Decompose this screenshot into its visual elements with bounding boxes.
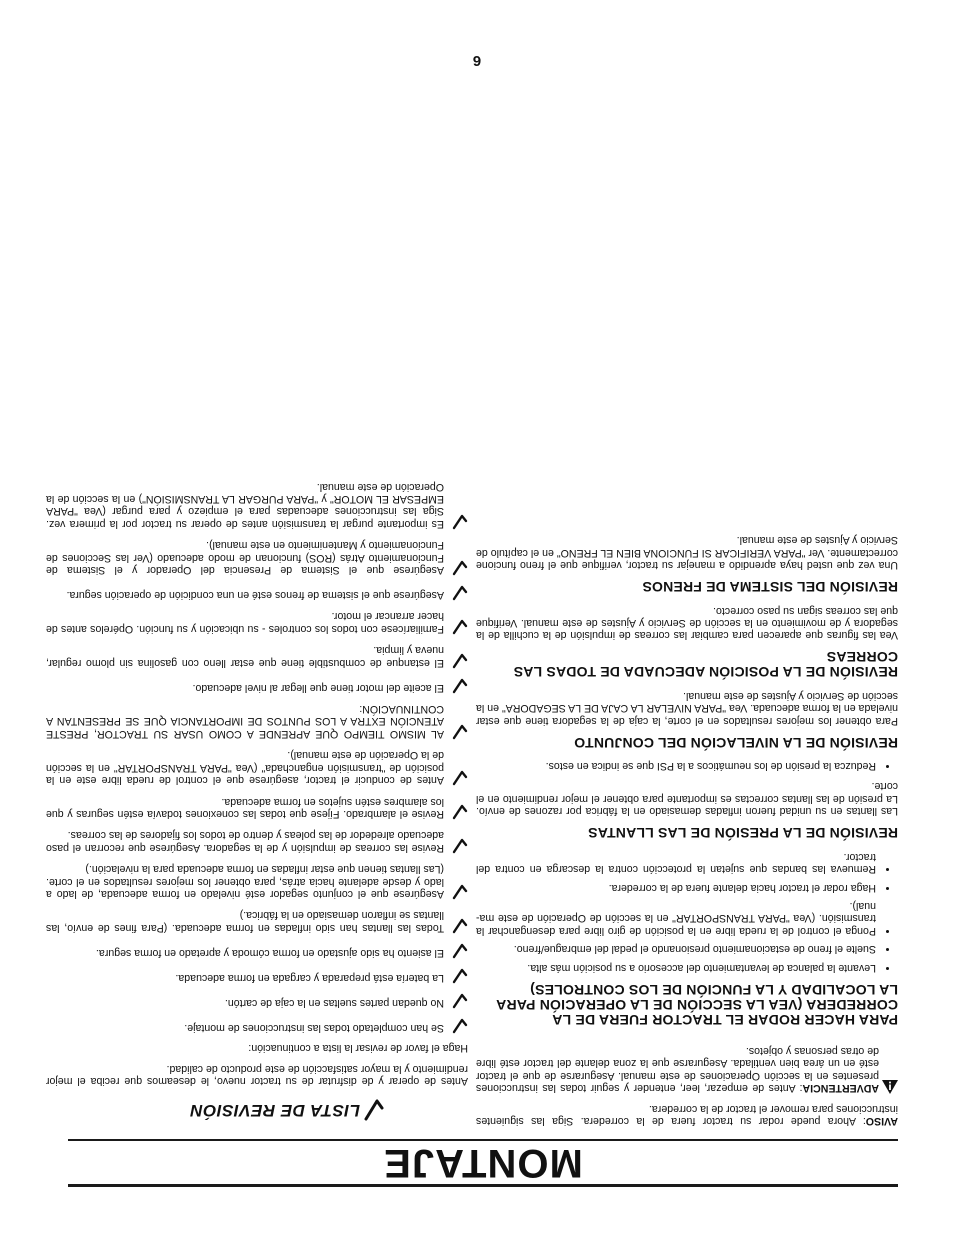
check-mark-icon xyxy=(452,653,468,669)
checklist-item-text: Revise el alambrado. Fíjese que todas las conexiones todavía estén seguras y que los alambres estén sujetos en forma adecuada. xyxy=(46,795,444,820)
checklist-item xyxy=(46,539,468,576)
check-mark-icon xyxy=(452,724,468,740)
checklist-item-text: Familiarícese con todos los controles - su ubicación y su función. Opérelos antes de hacer arrancar el motor. xyxy=(46,610,444,635)
list-item: • Levante la palanca de levantamiento del accesorio a su posición más alta. xyxy=(476,961,876,973)
checklist xyxy=(46,480,468,1034)
page-title: MONTAJE xyxy=(383,1141,583,1185)
page-number: 6 xyxy=(472,52,482,69)
right-column xyxy=(46,471,468,1127)
checklist-item-text: Revise las correas de impulsión y de la segadora. Asegúrese que recorran el paso adecuado alrededor de las poleas y dentro de todos los fijadores de las correas. xyxy=(46,829,444,854)
checklist-item xyxy=(46,480,468,530)
check-mark-icon xyxy=(364,1099,384,1121)
checklist-item xyxy=(46,1018,468,1034)
checklist-item xyxy=(46,968,468,984)
checklist-item-text: Es importante purgar la transmisión antes de operar su tractor por la primera vez. Siga las instrucciones adecuadas para el empiezo y para purgar (Vea "PARA EMPESAR EL MOTOR" y "PARA PURGAR LA TRANSMISIÓN") en la sección de la Operación de este manual. xyxy=(46,480,444,530)
list-item: • Suelte el freno de estacionamiento presionando el pedal del embrague/freno. xyxy=(476,943,876,955)
tire-list xyxy=(476,760,898,772)
check-mark-icon xyxy=(452,560,468,576)
checklist-item xyxy=(46,943,468,959)
belt-paragraph: Vea las figuras que aparecen para cambiar las correas de impulsión de la cuchilla de la segadora y de movimiento en la sección de Servicio y Ajustes de este manual. Verifique que las correas sigan su paso correcto. xyxy=(476,604,898,642)
intro-paragraph-2: Haga el favor de revisar la lista a continuación: xyxy=(248,1042,468,1055)
check-mark-icon xyxy=(452,619,468,635)
list-item: • Remueva las bandas que sujetan la protección contra la descarga en contra del tractor. xyxy=(476,850,876,875)
checklist-item-text: El asiento ha sido ajustado en forma cómoda y apretado en forma segura. xyxy=(95,946,444,959)
checklist-title xyxy=(46,1099,384,1121)
left-column xyxy=(476,526,898,1127)
checklist-item xyxy=(46,749,468,786)
belt-heading: REVISIÓN DE LA POSICIÓN ADECUADA DE TODAS LAS CORREAS xyxy=(513,649,898,681)
checklist-item xyxy=(46,863,468,900)
checklist-title-text: LISTA DE REVISIÓN xyxy=(189,1101,360,1121)
brake-heading: REVISIÓN DEL SISTEMA DE FRENOS xyxy=(642,579,898,596)
checklist-item xyxy=(46,829,468,854)
check-mark-icon xyxy=(452,884,468,900)
checklist-item xyxy=(46,678,468,694)
checklist-item-text: Asegúrese que el conjunto segador esté nivelado en forma adecuada, de lado a lado y desde adelante hacia atrás, para obtener los mejores resultados en el corte. (Las llantas tienen que estar infladas en forma adecuada para la nivelación.) xyxy=(46,863,444,900)
warning-paragraph xyxy=(476,1045,879,1095)
checklist-item xyxy=(46,993,468,1009)
checklist-item-text: No quedan partes sueltas en la caja de cartón. xyxy=(224,996,444,1009)
checklist-item xyxy=(46,610,468,635)
list-item: • Haga rodar el tractor hacia delante fuera de la corredera. xyxy=(476,881,876,893)
warning-triangle-icon xyxy=(882,1080,898,1094)
checklist-item-text: La batería está preparada y cargada en forma adecuada. xyxy=(175,971,444,984)
intro-paragraph: Antes de operar y de disfrutar de su tractor nuevo, le deseamos que reciba el mejor rendimiento y la mayor satisfacción de este producto de calidad. xyxy=(46,1062,468,1087)
aviso-paragraph xyxy=(476,1102,898,1127)
checklist-item-text: El aceite del motor tiene que llegar al nivel adecuado. xyxy=(192,681,444,694)
roll-steps-list xyxy=(476,850,898,973)
check-mark-icon xyxy=(452,838,468,854)
tire-heading: REVISIÓN DE LA PRESIÓN DE LAS LLANTAS xyxy=(588,825,898,842)
checklist-item-text: Antes de conducir el tractor, asegúrese que el control de rueda libre este en la posición de "transmisión enganchada" (Vea "PARA TRANSPORTAR" en la sección de la Operación de este manual). xyxy=(46,749,444,787)
checklist-item-text: Asegúrese que el sistema de frenos esté en una condición de operación segura. xyxy=(66,589,444,602)
check-mark-icon xyxy=(452,585,468,601)
tire-paragraph: Las llantas en su unidad fueron infladas demasiado en la fábrica por razones de envío. La presión de las llantas correctas es importante para obtener el mejor rendimiento en el corte. xyxy=(476,780,898,818)
check-mark-icon xyxy=(452,804,468,820)
warning-text: : Antes de empezar, leer, entender y seguir todas las instrucciones presentes en la sección Operaciones de este manual. Asegurarse de que el tractor esté en un área bien ventilada. Asegurarse que la zona delante del tractor esté libre de otras personas y objetos. xyxy=(476,1044,879,1095)
checklist-item-text: Se han completado todas las instrucciones de montaje. xyxy=(184,1021,444,1034)
check-mark-icon xyxy=(452,514,468,530)
roll-heading: PARA HACER RODAR EL TRACTOR FUERA DE LA CORREDERA (VEA LA SECCIÓN DE LA OPERACIÓN PARA LA LOCALIDAD Y LA FUNCIÓN DE LOS CONTROLES) xyxy=(496,981,898,1028)
checklist-item xyxy=(46,585,468,601)
check-mark-icon xyxy=(452,918,468,934)
checklist-item xyxy=(46,909,468,934)
checklist-item-text: AL MISMO TIEMPO QUE APRENDE A COMO USAR SU TRACTOR, PRESTE ATENCIÓN EXTRA A LOS PUNTOS DE IMPORTANCIA QUE SE PRESENTAN A CONTINUACIÓN: xyxy=(46,703,444,740)
checklist-item xyxy=(46,795,468,820)
list-item: • Ponga el control de la rueda libre en la posición de giro libre para desenganchar la transmisión. (Vea "PARA TRANSPORTAR" en la sección de Operación de este manual). xyxy=(476,900,876,937)
level-paragraph: Para obtener los mejores resultados en el corte, la caja de la segadora tiene que estar nivelada en la forma adecuada. Vea "PARA NIVELAR LA CAJA DE LA SEGADORA" en la sección de Servicio y Ajustes de este manual. xyxy=(476,689,898,727)
list-item: • Reduzca la presión de los neumáticos a la PSI que se indica en estos. xyxy=(476,760,876,772)
aviso-label: AVISO xyxy=(865,1115,898,1127)
aviso-text: : Ahora puede rodar su tractor fuera de la corredera. Siga las siguientes instrucciones para remover el tractor de la corredera. xyxy=(476,1102,898,1127)
checklist-item-text: El estanque de combustible tiene que estar lleno con gasolina sin plomo regular, nueva y limpia. xyxy=(46,644,444,669)
checklist-item xyxy=(46,644,468,669)
checklist-item xyxy=(46,703,468,740)
warning-block xyxy=(476,1037,898,1095)
title-rule xyxy=(68,1139,898,1141)
brake-paragraph: Una vez que usted haya aprendido a manejar su tractor, verifique que el freno funcione correctamente. Ver "PARA VERIFICAR SI FUNCIONA BIEN EL FRENO" en el capítulo de Servicio y Ajustes de este manual. xyxy=(476,534,898,572)
check-mark-icon xyxy=(452,678,468,694)
warning-label: ADVERTENCIA xyxy=(802,1082,879,1095)
check-mark-icon xyxy=(452,1018,468,1034)
check-mark-icon xyxy=(452,968,468,984)
checklist-item-text: Asegúrese que el Sistema de Presencia del Operador y el Sistema de Funcionamiento Atrás (ROS) funcionan de modo adecuado (Ver las Secciones de Funcionamiento y Mantenimiento en este manual). xyxy=(46,539,444,577)
level-heading: REVISIÓN DE LA NIVELACIÓN DEL CONJUNTO xyxy=(574,734,898,751)
check-mark-icon xyxy=(452,770,468,786)
checklist-item-text: Todas las llantas han sido infladas en forma adecuada. (Para fines de envío, las llantas se inflaron demasiado en la fábrica.) xyxy=(46,909,444,934)
check-mark-icon xyxy=(452,943,468,959)
check-mark-icon xyxy=(452,993,468,1009)
